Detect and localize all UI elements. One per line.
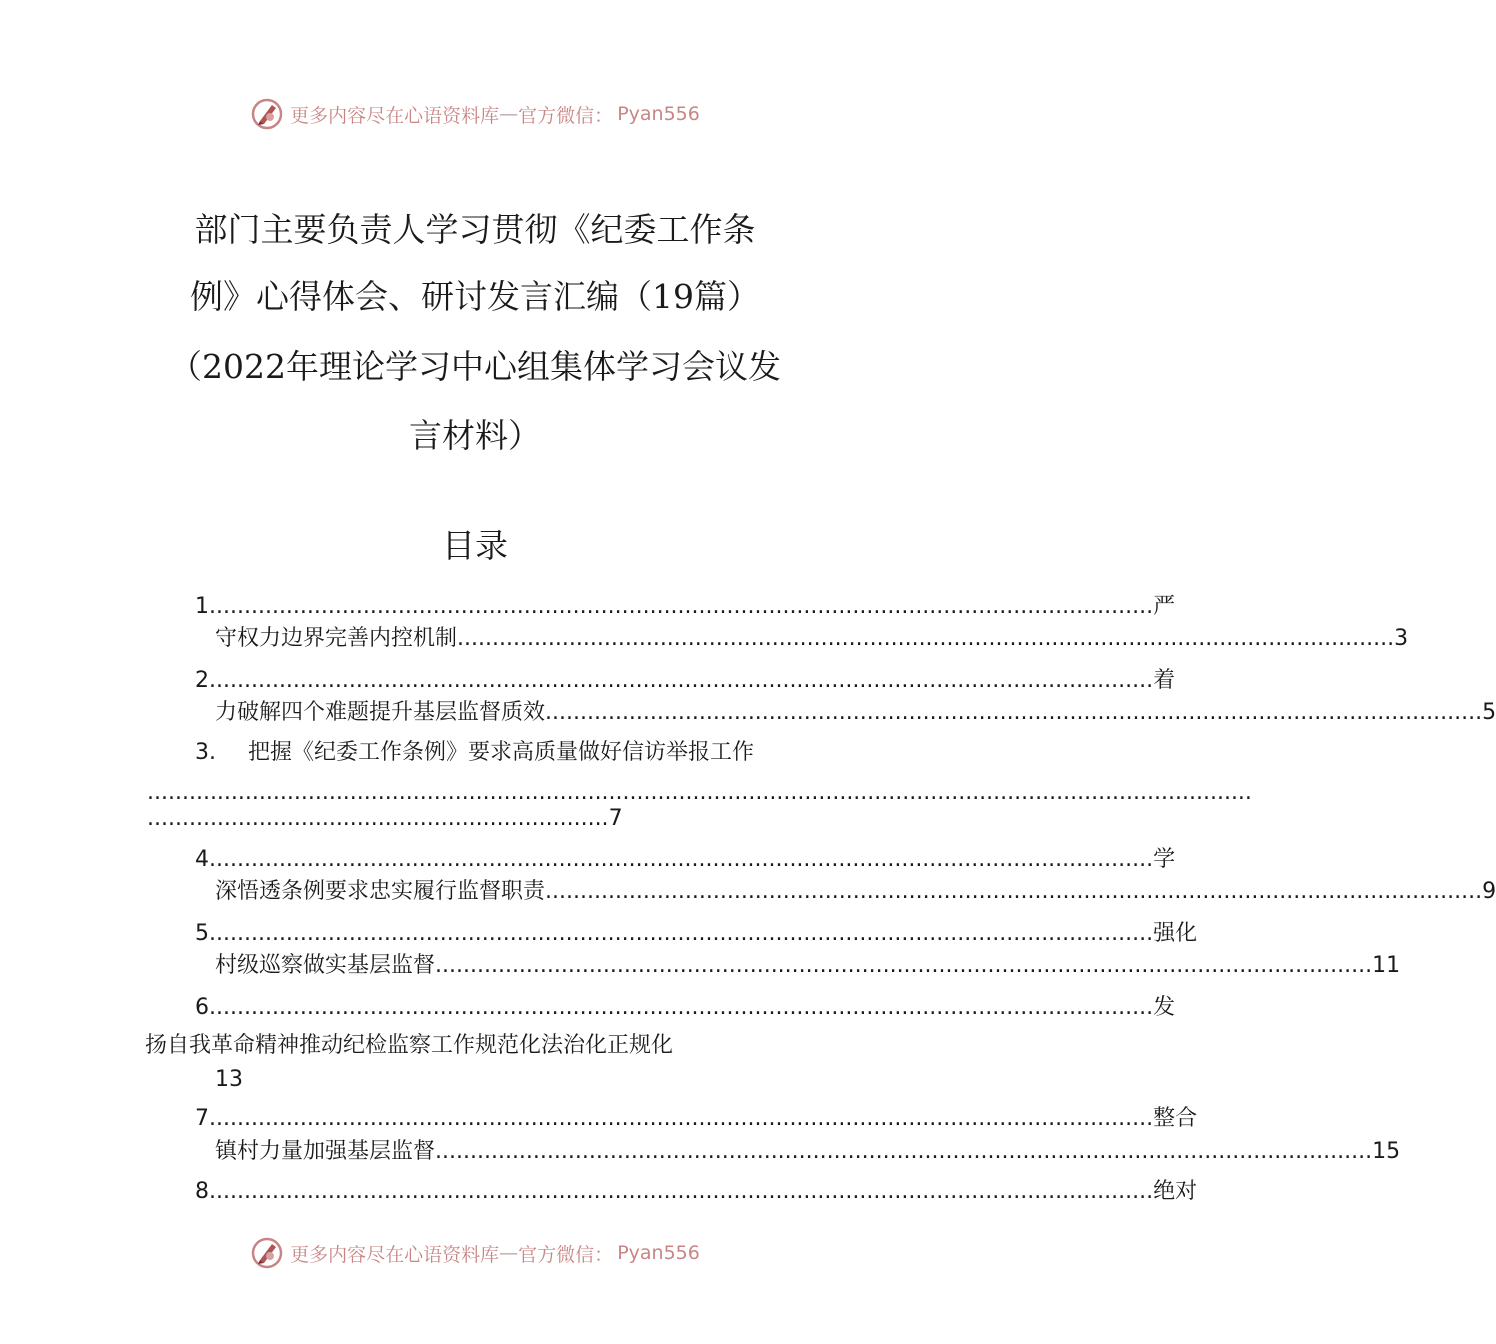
toc-entry-5-line-2[interactable] bbox=[215, 951, 1401, 981]
toc-entry-number: 4. bbox=[195, 847, 216, 872]
document-title-line-4: 言材料） bbox=[409, 416, 541, 455]
toc-entry-title: 守权力边界完善内控机制 bbox=[215, 626, 458, 651]
toc-entry-5-line-1[interactable] bbox=[195, 919, 1198, 949]
toc-entry-7-line-2[interactable] bbox=[215, 1137, 1401, 1167]
toc-leader-dots: .................................................................. bbox=[147, 806, 609, 831]
watermark-id: Pyan556 bbox=[617, 1242, 700, 1264]
toc-entry-number: 5. bbox=[195, 921, 216, 946]
watermark-text: 更多内容尽在心语资料库 bbox=[290, 1243, 500, 1266]
toc-entry-title: 力破解四个难题提升基层监督质效 bbox=[215, 700, 546, 725]
toc-entry-head: 绝对 bbox=[1153, 1179, 1198, 1204]
watermark-footer bbox=[0, 1233, 950, 1273]
toc-entry-title: 把握《纪委工作条例》要求高质量做好信访举报工作 bbox=[248, 740, 755, 765]
watermark-label: 官方微信： bbox=[518, 104, 614, 127]
toc-entry-number: 3. bbox=[195, 740, 216, 765]
watermark-id: Pyan556 bbox=[617, 103, 700, 125]
toc-entry-1-line-1[interactable] bbox=[195, 592, 1176, 622]
toc-leader-dots: ...................................................................................................................................... bbox=[216, 594, 1154, 619]
toc-entry-number: 2. bbox=[195, 668, 216, 693]
toc-entry-head: 整合 bbox=[1153, 1106, 1198, 1131]
toc-leader-dots: ...................................................................................................................................... bbox=[435, 1139, 1373, 1164]
toc-entry-page: 13 bbox=[215, 1067, 243, 1092]
pen-logo-icon bbox=[250, 97, 284, 131]
document-title-line-3: （2022年理论学习中心组集体学习会议发 bbox=[169, 347, 781, 386]
toc-entry-head: 严 bbox=[1153, 594, 1176, 619]
toc-entry-page: 15 bbox=[1372, 1139, 1401, 1164]
pen-logo-icon bbox=[250, 1236, 284, 1270]
toc-leader-dots: ...................................................................................................................................... bbox=[457, 626, 1395, 651]
toc-entry-3-line-3[interactable] bbox=[147, 804, 623, 834]
toc-entry-number: 8. bbox=[195, 1179, 216, 1204]
watermark-label: 官方微信： bbox=[518, 1243, 614, 1266]
toc-entry-title: 扬自我革命精神推动纪检监察工作规范化法治化正规化 bbox=[145, 1033, 674, 1058]
toc-entry-page: 7 bbox=[608, 806, 623, 831]
toc-entry-page: 11 bbox=[1372, 953, 1401, 978]
toc-leader-dots: ...................................................................................................................................... bbox=[435, 953, 1373, 978]
toc-entry-4-line-1[interactable] bbox=[195, 845, 1176, 875]
toc-entry-number: 1. bbox=[195, 594, 216, 619]
toc-leader-dots: ...................................................................................................................................... bbox=[545, 700, 1483, 725]
toc-heading: 目录 bbox=[442, 526, 508, 565]
toc-entry-2-line-1[interactable] bbox=[195, 666, 1176, 696]
toc-leader-dots: ...................................................................................................................................... bbox=[216, 847, 1154, 872]
toc-entry-8-line-1[interactable] bbox=[195, 1177, 1198, 1207]
toc-entry-number: 6. bbox=[195, 995, 216, 1020]
toc-entry-7-line-1[interactable] bbox=[195, 1104, 1198, 1134]
watermark-header bbox=[0, 94, 950, 134]
toc-entry-title: 村级巡察做实基层监督 bbox=[215, 953, 436, 978]
toc-entry-head: 着 bbox=[1153, 668, 1176, 693]
watermark-separator: — bbox=[499, 1242, 519, 1264]
toc-leader-dots: ...................................................................................................................................... bbox=[216, 1106, 1154, 1131]
document-title-line-2: 例》心得体会、研讨发言汇编（19篇） bbox=[190, 277, 760, 316]
watermark-text: 更多内容尽在心语资料库 bbox=[290, 104, 500, 127]
toc-entry-title: 镇村力量加强基层监督 bbox=[215, 1139, 436, 1164]
toc-entry-6-line-3[interactable] bbox=[215, 1065, 295, 1095]
toc-entry-4-line-2[interactable] bbox=[215, 877, 1496, 907]
toc-entry-page: 5 bbox=[1482, 700, 1496, 725]
toc-entry-1-line-2[interactable] bbox=[215, 624, 1409, 654]
toc-entry-6-line-1[interactable] bbox=[195, 993, 1176, 1023]
toc-leader-dots: .............................................................................................................................................................. bbox=[147, 780, 1252, 805]
toc-leader-dots: ...................................................................................................................................... bbox=[216, 668, 1154, 693]
toc-entry-title: 深悟透条例要求忠实履行监督职责 bbox=[215, 879, 546, 904]
watermark-separator: — bbox=[499, 103, 519, 125]
toc-entry-2-line-2[interactable] bbox=[215, 698, 1496, 728]
toc-leader-dots: ...................................................................................................................................... bbox=[216, 1179, 1154, 1204]
toc-entry-page: 9 bbox=[1482, 879, 1496, 904]
toc-leader-dots: ...................................................................................................................................... bbox=[216, 921, 1154, 946]
toc-entry-3-line-1[interactable] bbox=[195, 738, 840, 768]
toc-leader-dots: ...................................................................................................................................... bbox=[216, 995, 1154, 1020]
toc-entry-page: 3 bbox=[1394, 626, 1409, 651]
toc-entry-head: 学 bbox=[1153, 847, 1176, 872]
toc-entry-number: 7. bbox=[195, 1106, 216, 1131]
toc-entry-head: 强化 bbox=[1153, 921, 1198, 946]
toc-entry-head: 发 bbox=[1153, 995, 1176, 1020]
toc-entry-6-line-2[interactable] bbox=[145, 1031, 785, 1061]
toc-leader-dots: ...................................................................................................................................... bbox=[545, 879, 1483, 904]
document-title-line-1: 部门主要负责人学习贯彻《纪委工作条 bbox=[194, 210, 756, 249]
